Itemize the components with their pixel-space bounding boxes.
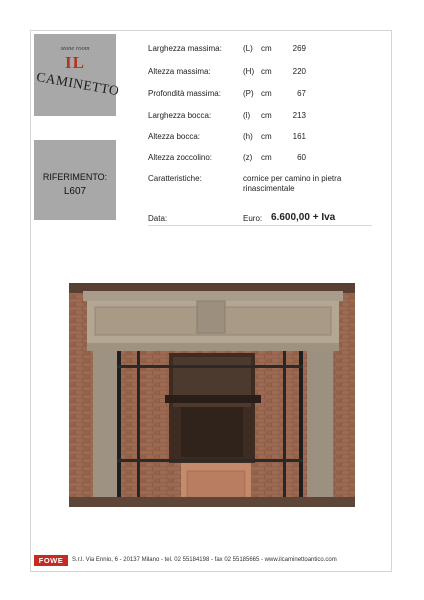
features-description — [243, 174, 383, 194]
reference-label: RIFERIMENTO: — [42, 172, 108, 182]
spec-label: Altezza massima: — [148, 67, 211, 76]
spec-label: Profondità massima: — [148, 89, 221, 98]
spec-label: Larghezza massima: — [148, 44, 222, 53]
spec-value: 161 — [292, 132, 306, 141]
spec-symbol: (P) — [243, 89, 254, 98]
date-label: Data: — [148, 214, 168, 223]
price-currency: Euro: — [243, 214, 263, 223]
spec-label: Altezza bocca: — [148, 132, 201, 141]
spec-value: 269 — [292, 44, 306, 53]
spec-value: 213 — [292, 111, 306, 120]
price-value: 6.600,00 + Iva — [271, 212, 336, 223]
spec-label: Altezza zoccolino: — [148, 153, 213, 162]
spec-value: 67 — [297, 89, 306, 98]
spec-unit: cm — [261, 132, 272, 141]
logo-il: IL — [65, 53, 85, 72]
spec-unit: cm — [261, 89, 272, 98]
spec-value: 220 — [292, 67, 306, 76]
features-line-1: cornice per camino in pietra — [243, 174, 342, 183]
spec-unit: cm — [261, 153, 272, 162]
logo-tagline: stone room — [60, 45, 90, 52]
logo-name: CAMINETTO — [35, 69, 121, 99]
footer — [34, 555, 390, 567]
spec-symbol: (L) — [243, 44, 253, 53]
fireplace-photo — [69, 283, 355, 507]
reference-code: L607 — [63, 186, 87, 197]
spec-symbol: (z) — [243, 153, 253, 162]
spec-unit: cm — [261, 44, 272, 53]
footer-brand-logo: FOWE — [34, 555, 68, 566]
spec-symbol: (l) — [243, 111, 251, 120]
spec-unit: cm — [261, 67, 272, 76]
company-logo — [34, 34, 121, 116]
spec-symbol: (H) — [243, 67, 255, 76]
footer-contact: S.r.l. Via Ennio, 6 - 20137 Milano - tel. 02 55184198 - fax 02 55185665 - www.ilcaminettoantico.com — [72, 557, 337, 563]
features-label: Caratteristiche: — [148, 174, 202, 183]
features-line-2: rinascimentale — [243, 184, 295, 193]
date-underline — [148, 225, 372, 226]
spec-symbol: (h) — [243, 132, 253, 141]
fireplace-photo-icon — [69, 283, 355, 507]
spec-label: Larghezza bocca: — [148, 111, 212, 120]
spec-value: 60 — [297, 153, 306, 162]
reference-box — [34, 140, 116, 220]
spec-unit: cm — [261, 111, 272, 120]
